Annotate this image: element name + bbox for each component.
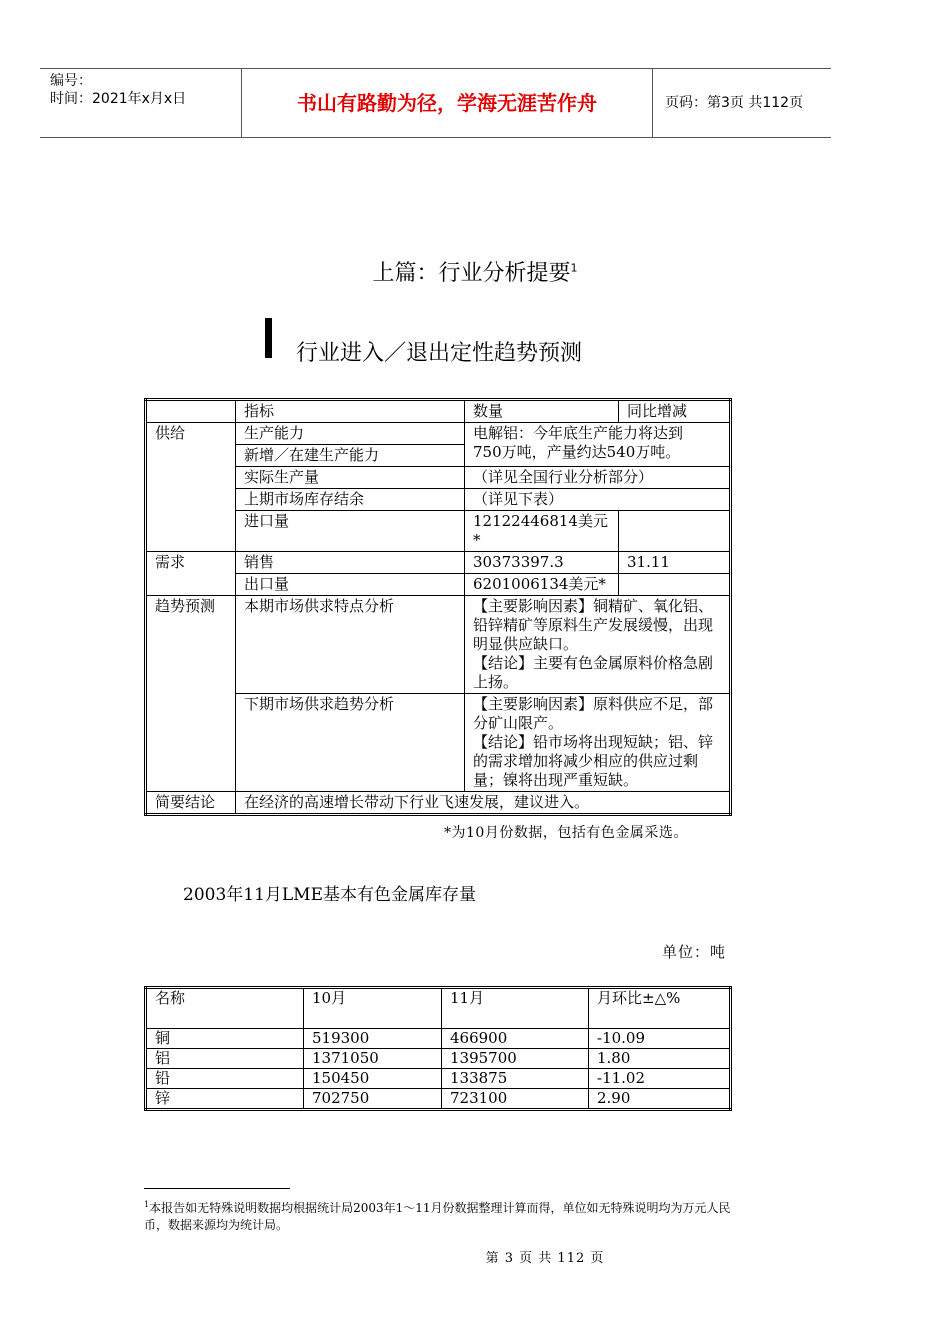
header-cell [146, 400, 236, 423]
table-cell: 466900 [442, 1029, 589, 1049]
table-cell: 2.90 [589, 1089, 731, 1110]
sales-label: 销售 [236, 552, 465, 574]
imports-label: 进口量 [236, 511, 465, 552]
table-cell: 150450 [304, 1069, 442, 1089]
page-footer: 第 3 页 共 112 页 [485, 1251, 605, 1266]
table-row [146, 1089, 731, 1110]
table-row [146, 1069, 731, 1089]
data-note: *为10月份数据，包括有色金属采选。 [444, 825, 688, 841]
table-cell: -10.09 [589, 1029, 731, 1049]
exports-change [619, 574, 731, 596]
supply-label: 供给 [146, 423, 236, 552]
table-cell: 铝 [146, 1049, 304, 1069]
sales-change: 31.11 [619, 552, 731, 574]
imports-value: 12122446814美元* [465, 511, 619, 552]
header-cell: 数量 [465, 400, 619, 423]
header-cell: 月环比±△% [589, 988, 731, 1029]
header-cell: 同比增减 [619, 400, 731, 423]
exports-value: 6201006134美元* [465, 574, 619, 596]
new-capacity-label: 新增／在建生产能力 [236, 445, 465, 467]
header-cell: 10月 [304, 988, 442, 1029]
number-label: 编号： [50, 73, 92, 89]
table-row [146, 423, 731, 445]
header-cell: 名称 [146, 988, 304, 1029]
exports-label: 出口量 [236, 574, 465, 596]
table-cell: 锌 [146, 1089, 304, 1110]
unit-label: 单位：吨 [662, 943, 727, 961]
table-header-row [146, 400, 731, 423]
table-header-row [146, 988, 731, 1029]
next-factors: 【主要影响因素】原料供应不足，部分矿山限产。 [473, 695, 714, 732]
table-row [146, 552, 731, 574]
table-cell: 铅 [146, 1069, 304, 1089]
actual-output-label: 实际生产量 [236, 467, 465, 489]
imports-change [619, 511, 731, 552]
capacity-value: 电解铝：今年底生产能力将达到750万吨，产量约达540万吨。 [465, 423, 731, 467]
table-cell: 1371050 [304, 1049, 442, 1069]
title-text: 上篇：行业分析提要 [372, 261, 571, 286]
table-row [146, 596, 731, 694]
table-cell: 铜 [146, 1029, 304, 1049]
table-cell: 723100 [442, 1089, 589, 1110]
summary-value: 在经济的高速增长带动下行业飞速发展，建议进入。 [236, 792, 731, 815]
current-factors: 【主要影响因素】铜精矿、氧化铝、铅锌精矿等原料生产发展缓慢，出现明显供应缺口。 [473, 597, 714, 653]
section-title: 行业进入／退出定性趋势预测 [296, 341, 583, 366]
motto: 书山有路勤为径，学海无涯苦作舟 [242, 69, 653, 137]
header-meta [40, 69, 242, 137]
table-cell: 702750 [304, 1089, 442, 1110]
industry-table [144, 398, 732, 816]
table-cell: 1.80 [589, 1049, 731, 1069]
footnote-ref: 1 [570, 261, 578, 275]
lme-inventory-table [144, 986, 732, 1111]
next-conclusion: 【结论】铅市场将出现短缺；铝、锌的需求增加将减少相应的供应过剩量；镍将出现严重短缺。 [473, 733, 714, 789]
section-bar [265, 318, 272, 358]
table2-caption: 2003年11月LME基本有色金属库存量 [183, 885, 477, 905]
time-label: 时间：2021年x月x日 [50, 91, 187, 107]
summary-label: 简要结论 [146, 792, 236, 815]
prev-inventory-label: 上期市场库存结余 [236, 489, 465, 511]
footnote-text: 本报告如无特殊说明数据均根据统计局2003年1～11月份数据整理计算而得，单位如无特殊说明均为万元人民币，数据来源均为统计局。 [144, 1201, 731, 1232]
table-cell: 133875 [442, 1069, 589, 1089]
demand-label: 需求 [146, 552, 236, 596]
table-row [146, 1029, 731, 1049]
sales-value: 30373397.3 [465, 552, 619, 574]
trend-label: 趋势预测 [146, 596, 236, 792]
table-row [146, 792, 731, 815]
capacity-label: 生产能力 [236, 423, 465, 445]
current-analysis-label: 本期市场供求特点分析 [236, 596, 465, 694]
table-cell: -11.02 [589, 1069, 731, 1089]
actual-output-value: （详见全国行业分析部分） [465, 467, 731, 489]
table-cell: 1395700 [442, 1049, 589, 1069]
table-cell: 519300 [304, 1029, 442, 1049]
page-header [40, 68, 831, 138]
current-conclusion: 【结论】主要有色金属原料价格急剧上扬。 [473, 654, 714, 691]
footnote-number: 1 [144, 1200, 150, 1209]
next-analysis-label: 下期市场供求趋势分析 [236, 694, 465, 792]
page-info: 页码：第3页 共112页 [665, 95, 804, 111]
table-row [146, 1049, 731, 1069]
prev-inventory-value: （详见下表） [465, 489, 731, 511]
footnote-divider [144, 1188, 290, 1189]
footnote [144, 1196, 734, 1234]
page-title [0, 256, 950, 287]
current-analysis-cell [465, 596, 731, 694]
header-cell: 指标 [236, 400, 465, 423]
header-cell: 11月 [442, 988, 589, 1029]
next-analysis-cell [465, 694, 731, 792]
